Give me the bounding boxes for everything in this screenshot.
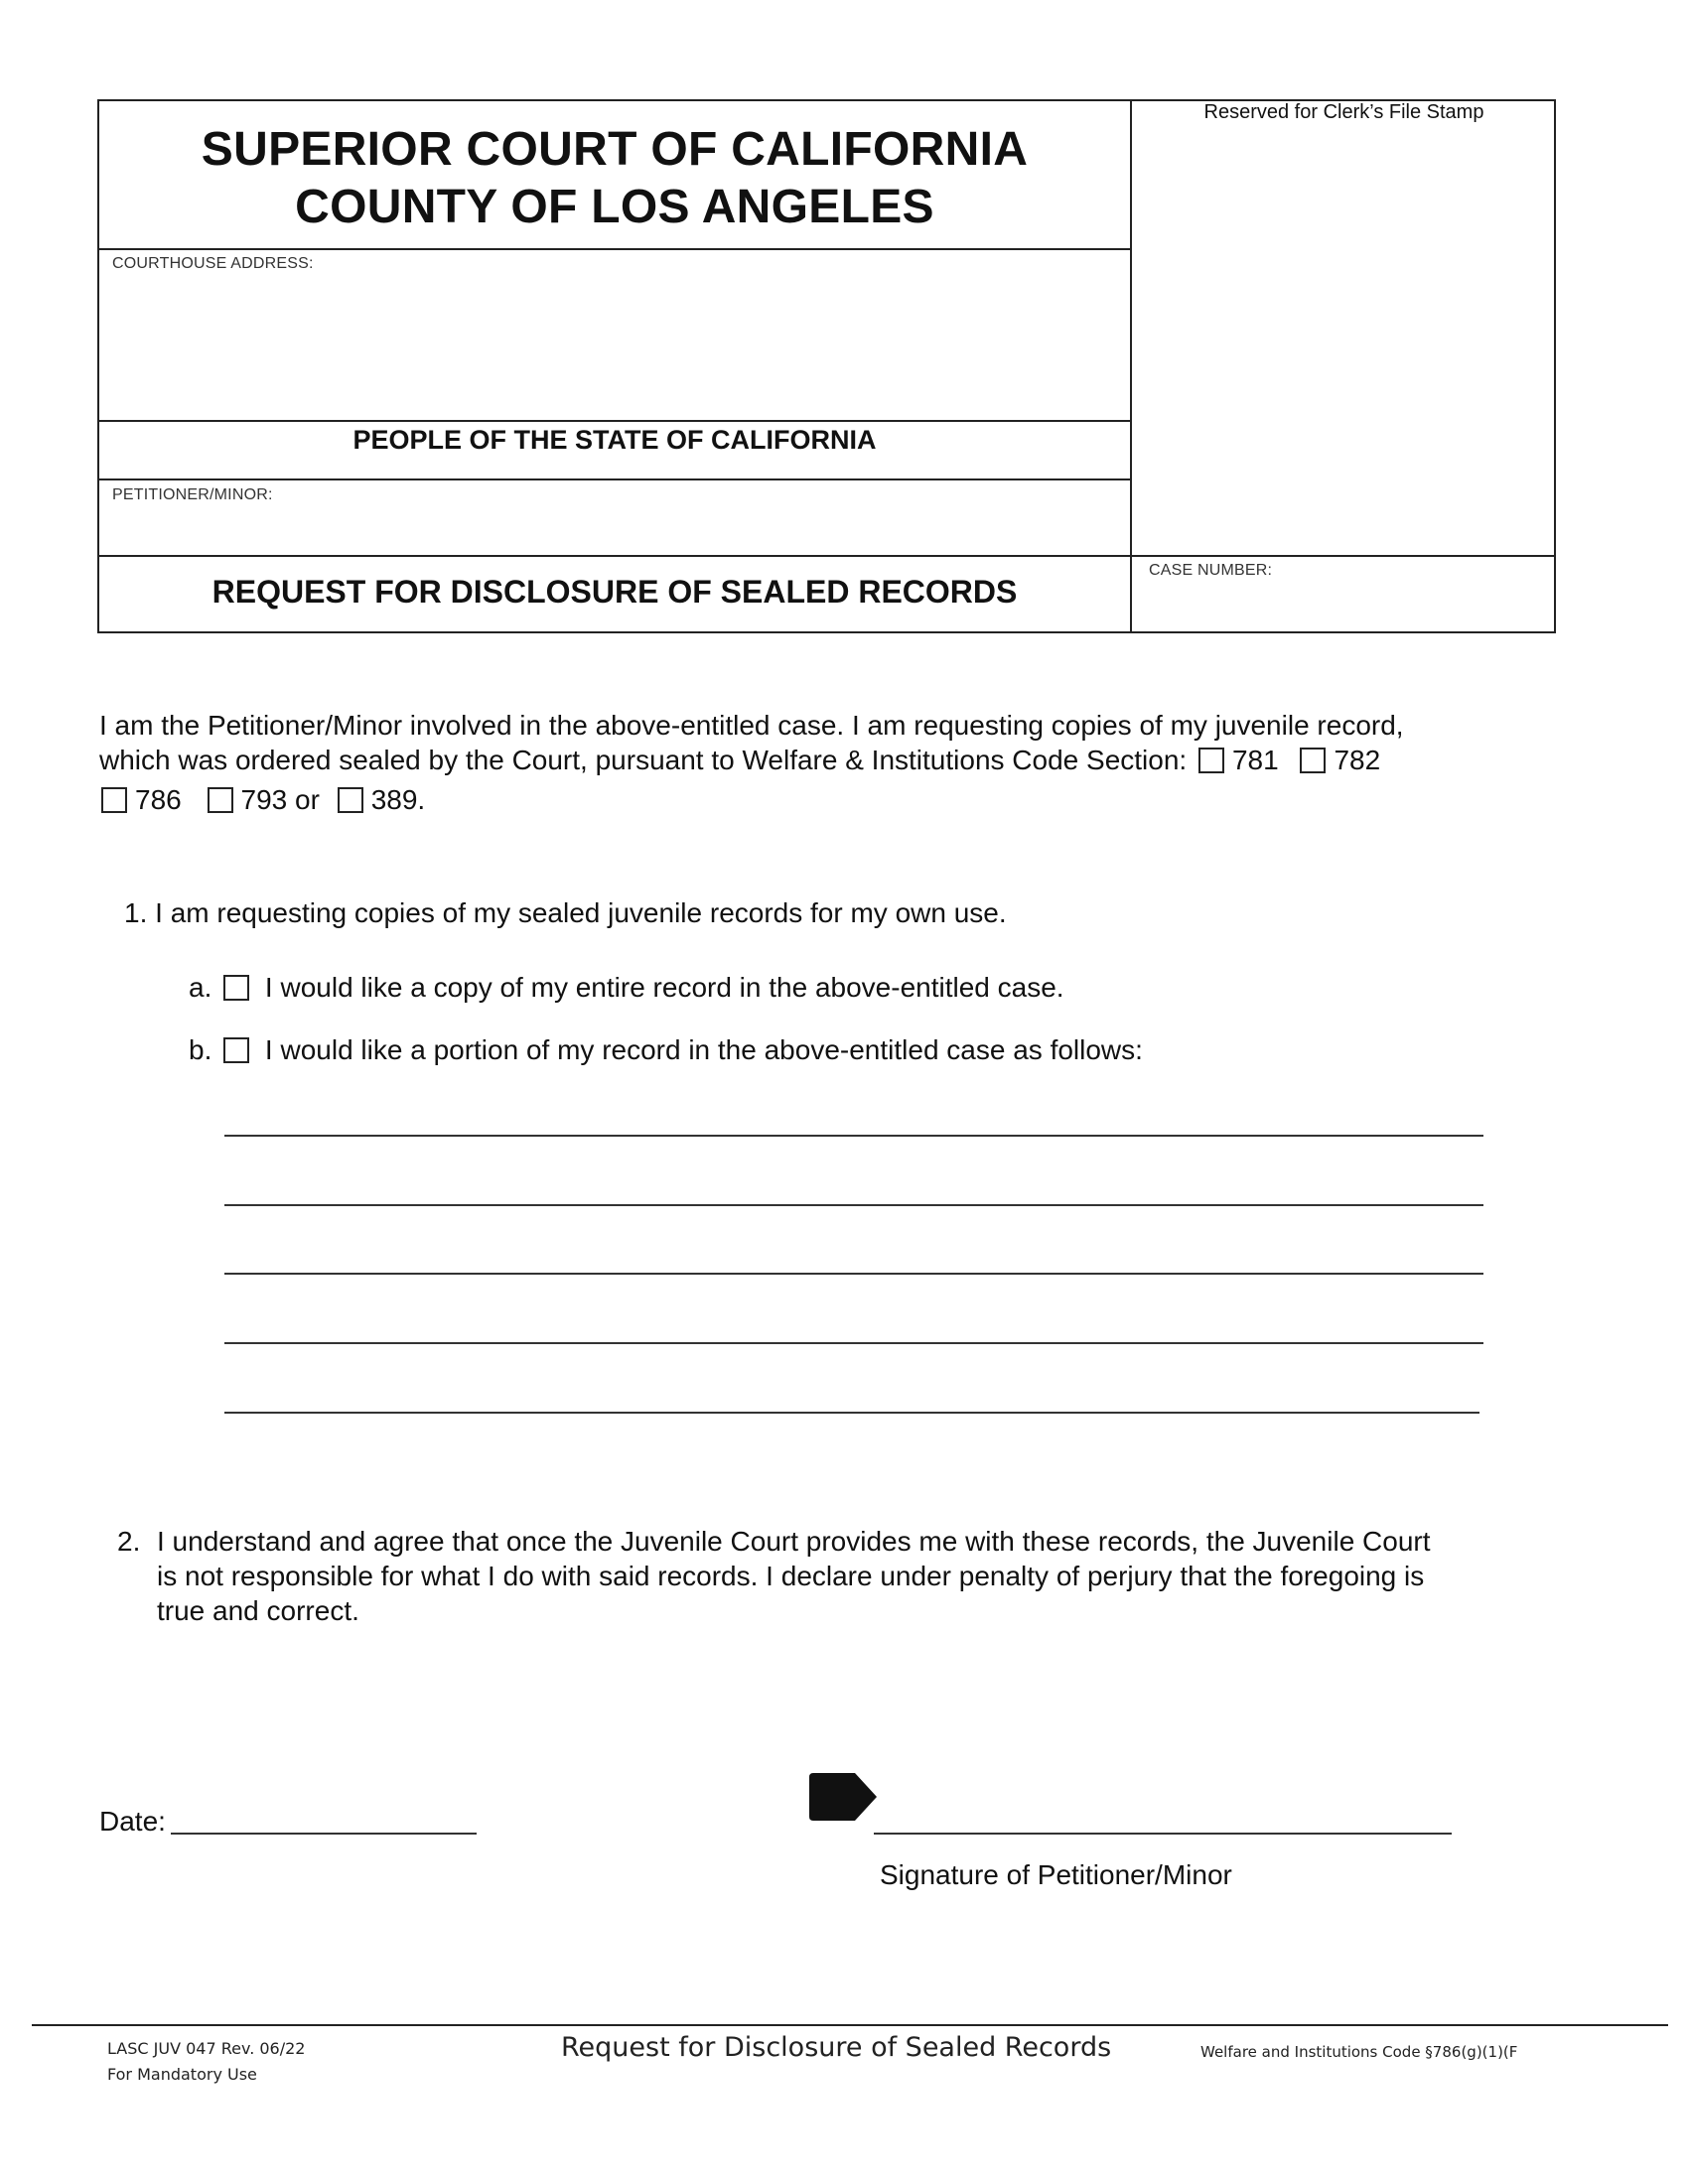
- court-name: [99, 121, 1130, 236]
- portion-line-5[interactable]: [224, 1412, 1479, 1414]
- checkbox-portion-record[interactable]: [223, 1037, 249, 1063]
- checkbox-793[interactable]: [208, 787, 233, 813]
- option-782-label: 782: [1334, 745, 1381, 775]
- intro-line-1: I am the Petitioner/Minor involved in the above-entitled case. I am requesting copies of my juvenile record,: [99, 710, 1404, 741]
- checkbox-781[interactable]: [1198, 748, 1224, 773]
- caption-rule: [97, 248, 1131, 250]
- signature-field[interactable]: [874, 1833, 1452, 1835]
- court-name-line2: COUNTY OF LOS ANGELES: [295, 181, 934, 233]
- date-field[interactable]: [171, 1833, 477, 1835]
- portion-line-2[interactable]: [224, 1204, 1483, 1206]
- courthouse-address-field[interactable]: [109, 280, 1122, 414]
- footer-title: Request for Disclosure of Sealed Records: [561, 2032, 1112, 2063]
- caption-divider: [1130, 99, 1132, 633]
- item-1b: [189, 1032, 1143, 1067]
- code-reference: Welfare and Institutions Code §786(g)(1)(F: [1200, 2043, 1518, 2061]
- date-label: Date:: [99, 1806, 166, 1837]
- item-1b-label: b.: [189, 1034, 212, 1065]
- people-of-state: PEOPLE OF THE STATE OF CALIFORNIA: [352, 425, 877, 455]
- portion-line-3[interactable]: [224, 1273, 1483, 1275]
- item-2-number: 2.: [117, 1526, 141, 1557]
- case-number-label: CASE NUMBER:: [1149, 562, 1273, 579]
- item-1b-text: I would like a portion of my record in the above-entitled case as follows:: [264, 1034, 1143, 1065]
- caption-rule: [97, 478, 1131, 480]
- courthouse-address-label: COURTHOUSE ADDRESS:: [112, 255, 314, 272]
- intro-line-2-text: which was ordered sealed by the Court, pursuant to Welfare & Institutions Code Section:: [99, 745, 1188, 775]
- item-2-line-2: is not responsible for what I do with said records. I declare under penalty of perjury that the foregoing is: [157, 1561, 1425, 1591]
- petitioner-field[interactable]: [109, 508, 1122, 550]
- item-1a-label: a.: [189, 972, 212, 1003]
- checkbox-entire-record[interactable]: [223, 975, 249, 1001]
- court-name-line1: SUPERIOR COURT OF CALIFORNIA: [201, 123, 1029, 176]
- item-1a: [189, 970, 1064, 1005]
- option-786-label: 786: [135, 784, 182, 815]
- option-793-label: 793 or: [240, 784, 320, 815]
- form-id: LASC JUV 047 Rev. 06/22: [107, 2039, 306, 2058]
- case-number-field[interactable]: [1142, 586, 1549, 627]
- item-2-line-1: I understand and agree that once the Juvenile Court provides me with these records, the Juvenile Court: [157, 1526, 1431, 1557]
- caption-rule: [97, 420, 1131, 422]
- item-1-text: 1. I am requesting copies of my sealed juvenile records for my own use.: [124, 897, 1007, 928]
- footer-rule: [32, 2024, 1668, 2026]
- checkbox-782[interactable]: [1300, 748, 1326, 773]
- option-389-label: 389.: [370, 784, 426, 815]
- document-title: REQUEST FOR DISCLOSURE OF SEALED RECORDS: [211, 574, 1018, 610]
- item-1a-text: I would like a copy of my entire record in the above-entitled case.: [264, 972, 1064, 1003]
- intro-line-3: [97, 782, 425, 817]
- option-781-label: 781: [1231, 745, 1279, 775]
- caption-rule: [97, 555, 1556, 557]
- intro-line-2: [99, 743, 1380, 777]
- signature-label: Signature of Petitioner/Minor: [880, 1859, 1232, 1890]
- sign-here-arrow-icon: [809, 1771, 879, 1823]
- portion-line-1[interactable]: [224, 1135, 1483, 1137]
- item-2-line-3: true and correct.: [157, 1595, 359, 1626]
- clerk-stamp-label: Reserved for Clerk’s File Stamp: [1203, 101, 1484, 123]
- portion-line-4[interactable]: [224, 1342, 1483, 1344]
- mandatory-use: For Mandatory Use: [107, 2065, 257, 2084]
- checkbox-786[interactable]: [101, 787, 127, 813]
- petitioner-label: PETITIONER/MINOR:: [112, 486, 273, 503]
- checkbox-389[interactable]: [338, 787, 363, 813]
